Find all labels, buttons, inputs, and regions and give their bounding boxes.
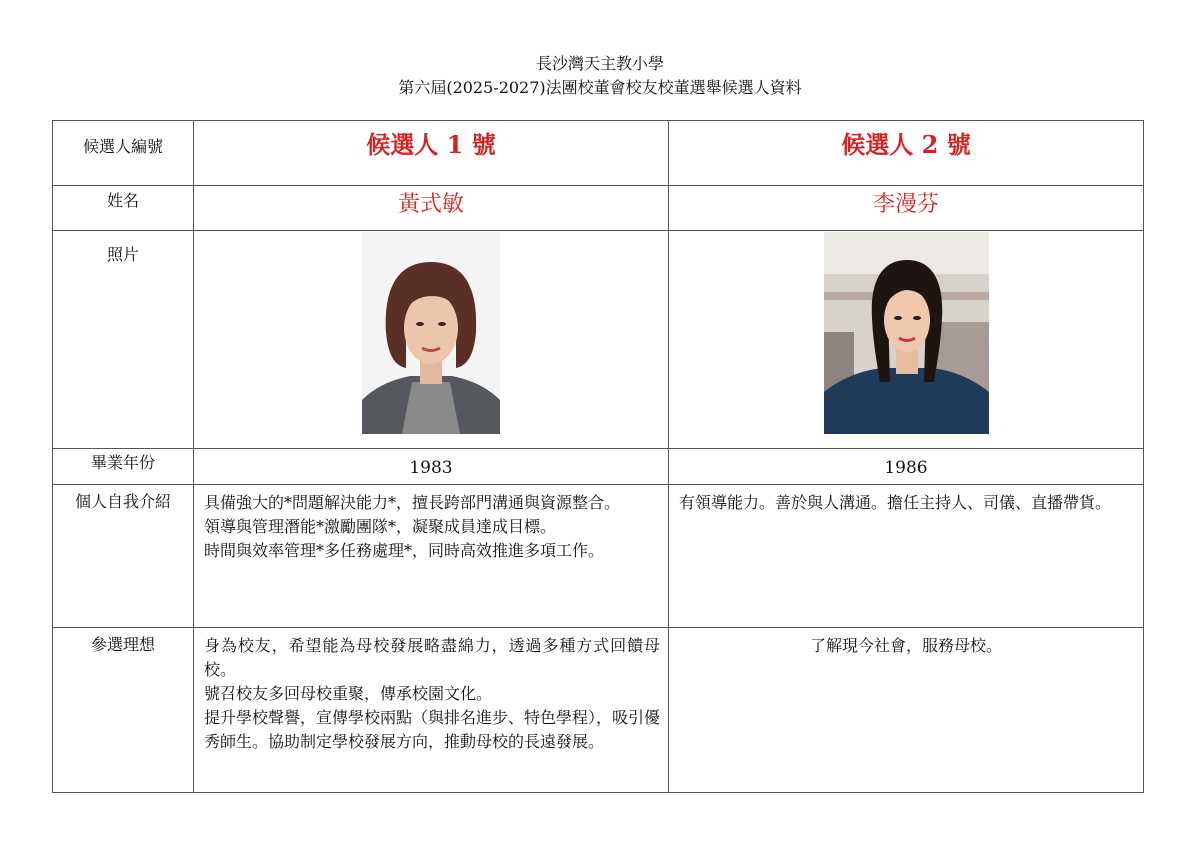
cell-intro-2 [669,485,1144,628]
label-photo: 照片 [53,231,194,449]
cell-number-2 [669,121,1144,186]
cell-intro-1 [194,485,669,628]
candidate-table [52,120,1144,793]
cell-year-1 [194,449,669,485]
cell-name-2 [669,186,1144,231]
intro-line: 具備強大的*問題解決能力*，擅長跨部門溝通與資源整合。 [204,493,621,512]
row-candidate-number [53,121,1144,186]
row-graduation-year [53,449,1144,485]
cell-ideal-2 [669,628,1144,793]
label-self-intro: 個人自我介紹 [53,485,194,628]
candidate-1-number: 候選人 1 號 [366,130,496,159]
row-photo [53,231,1144,449]
candidate-2-ideal [669,628,1143,658]
row-self-intro [53,485,1144,628]
candidate-2-number: 候選人 2 號 [841,130,971,159]
label-graduation-year: 畢業年份 [53,449,194,485]
candidate-1-photo [362,232,500,434]
row-election-ideal [53,628,1144,793]
candidate-1-ideal [194,628,668,754]
label-name: 姓名 [53,186,194,231]
candidate-2-intro [669,485,1143,515]
ideal-line: 號召校友多回母校重聚，傳承校園文化。 [204,684,493,703]
label-candidate-number: 候選人編號 [53,121,194,186]
cell-photo-2 [669,231,1144,449]
ideal-line: 了解現今社會，服務母校。 [809,636,1002,655]
candidate-2-year: 1986 [884,458,928,478]
cell-name-1 [194,186,669,231]
candidate-2-photo [824,232,989,434]
ideal-line: 提升學校聲譽，宣傳學校兩點（與排名進步、特色學程），吸引優秀師生。協助制定學校發展方向，推動母校的長遠發展。 [204,708,661,751]
cell-year-2 [669,449,1144,485]
cell-ideal-1 [194,628,669,793]
cell-photo-1 [194,231,669,449]
ideal-line: 身為校友，希望能為母校發展略盡綿力，透過多種方式回饋母校。 [204,636,660,679]
intro-line: 有領導能力。善於與人溝通。擔任主持人、司儀、直播帶貨。 [679,493,1112,512]
candidate-1-year: 1983 [409,458,453,478]
candidate-1-intro [194,485,668,563]
cell-number-1 [194,121,669,186]
label-election-ideal: 參選理想 [53,628,194,793]
document-title: 第六屆(2025-2027)法團校董會校友校董選舉候選人資料 [398,78,802,97]
candidate-2-name: 李漫芬 [872,192,939,217]
row-name [53,186,1144,231]
intro-line: 領導與管理潛能*激勵團隊*，凝聚成員達成目標。 [204,517,557,536]
school-name: 長沙灣天主教小學 [535,54,664,73]
candidate-1-name: 黃式敏 [397,192,464,217]
document-header [0,52,1200,100]
intro-line: 時間與效率管理*多任務處理*，同時高效推進多項工作。 [204,541,605,560]
